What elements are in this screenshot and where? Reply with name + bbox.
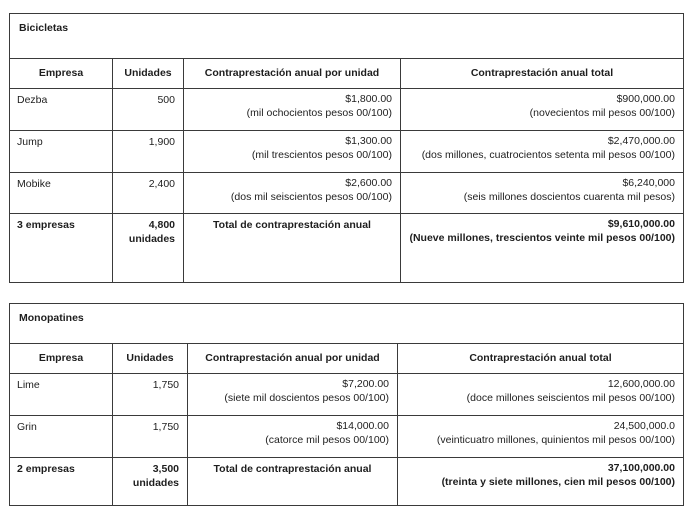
company-cell: Jump: [10, 131, 113, 173]
total-words: (novecientos mil pesos 00/100): [529, 106, 675, 119]
total-units-label: unidades: [132, 476, 179, 489]
total-companies-cell: 3 empresas: [10, 214, 113, 283]
table-header-row: [10, 344, 684, 374]
per-unit-words: (mil trescientos pesos 00/100): [251, 148, 392, 161]
per-unit-amount: $1,800.00: [345, 93, 392, 105]
company-cell: Grin: [10, 416, 113, 458]
units-cell: 1,900: [113, 131, 184, 173]
company-cell: Mobike: [10, 173, 113, 214]
per-unit-amount: $14,000.00: [336, 420, 389, 432]
total-amount: $900,000.00: [616, 93, 675, 105]
total-label-cell: Total de contraprestación anual: [188, 458, 398, 506]
per-unit-cell: [184, 89, 401, 131]
company-cell: Dezba: [10, 89, 113, 131]
table-total-row: [10, 458, 684, 506]
monopatines-table: [9, 303, 684, 506]
column-header-unidades: Unidades: [113, 344, 188, 374]
total-companies-cell: 2 empresas: [10, 458, 113, 506]
total-units-cell: [113, 458, 188, 506]
units-cell: 1,750: [113, 416, 188, 458]
table-total-row: [10, 214, 684, 283]
total-units-cell: [113, 214, 184, 283]
company-cell: Lime: [10, 374, 113, 416]
per-unit-words: (siete mil doscientos pesos 00/100): [224, 391, 389, 404]
total-cell: [401, 173, 684, 214]
per-unit-cell: [188, 416, 398, 458]
total-cell: [398, 374, 684, 416]
table-row: [10, 131, 684, 173]
total-words: (doce millones seiscientos mil pesos 00/100): [466, 391, 675, 404]
total-amount: $6,240,000: [622, 177, 675, 189]
units-cell: 500: [113, 89, 184, 131]
grand-total-amount: 37,100,000.00: [607, 462, 675, 474]
total-units-value: 3,500: [152, 463, 179, 475]
per-unit-cell: [184, 131, 401, 173]
total-words: (seis millones doscientos cuarenta mil pesos): [463, 190, 675, 203]
total-cell: [398, 416, 684, 458]
table-row: [10, 89, 684, 131]
grand-total-amount: $9,610,000.00: [607, 218, 675, 230]
total-amount: 12,600,000.00: [607, 378, 675, 390]
table-title-row: [10, 304, 684, 344]
grand-total-cell: [398, 458, 684, 506]
grand-total-words: (treinta y siete millones, cien mil pesos 00/100): [441, 475, 675, 488]
total-cell: [401, 89, 684, 131]
total-words: (veinticuatro millones, quinientos mil pesos 00/100): [436, 433, 675, 446]
table-header-row: [10, 59, 684, 89]
column-header-per-unit: Contraprestación anual por unidad: [188, 344, 398, 374]
column-header-per-unit: Contraprestación anual por unidad: [184, 59, 401, 89]
total-words: (dos millones, cuatrocientos setenta mil pesos 00/100): [421, 148, 675, 161]
total-units-label: unidades: [128, 232, 175, 245]
column-header-empresa: Empresa: [10, 344, 113, 374]
column-header-empresa: Empresa: [10, 59, 113, 89]
column-header-total: Contraprestación anual total: [398, 344, 684, 374]
bicicletas-table: [9, 13, 684, 283]
per-unit-cell: [184, 173, 401, 214]
per-unit-words: (mil ochocientos pesos 00/100): [246, 106, 392, 119]
per-unit-words: (catorce mil pesos 00/100): [265, 433, 389, 446]
table-title: Bicicletas: [10, 14, 684, 59]
per-unit-cell: [188, 374, 398, 416]
total-units-value: 4,800: [148, 219, 175, 231]
total-amount: $2,470,000.00: [607, 135, 675, 147]
units-cell: 1,750: [113, 374, 188, 416]
per-unit-amount: $7,200.00: [342, 378, 389, 390]
per-unit-amount: $1,300.00: [345, 135, 392, 147]
table-title-row: [10, 14, 684, 59]
units-cell: 2,400: [113, 173, 184, 214]
column-header-unidades: Unidades: [113, 59, 184, 89]
total-amount: 24,500,000.0: [613, 420, 675, 432]
grand-total-cell: [401, 214, 684, 283]
total-cell: [401, 131, 684, 173]
grand-total-words: (Nueve millones, trescientos veinte mil pesos 00/100): [409, 231, 675, 244]
column-header-total: Contraprestación anual total: [401, 59, 684, 89]
table-row: [10, 374, 684, 416]
table-title: Monopatines: [10, 304, 684, 344]
per-unit-words: (dos mil seiscientos pesos 00/100): [230, 190, 392, 203]
table-row: [10, 173, 684, 214]
total-label-cell: Total de contraprestación anual: [184, 214, 401, 283]
table-row: [10, 416, 684, 458]
per-unit-amount: $2,600.00: [345, 177, 392, 189]
